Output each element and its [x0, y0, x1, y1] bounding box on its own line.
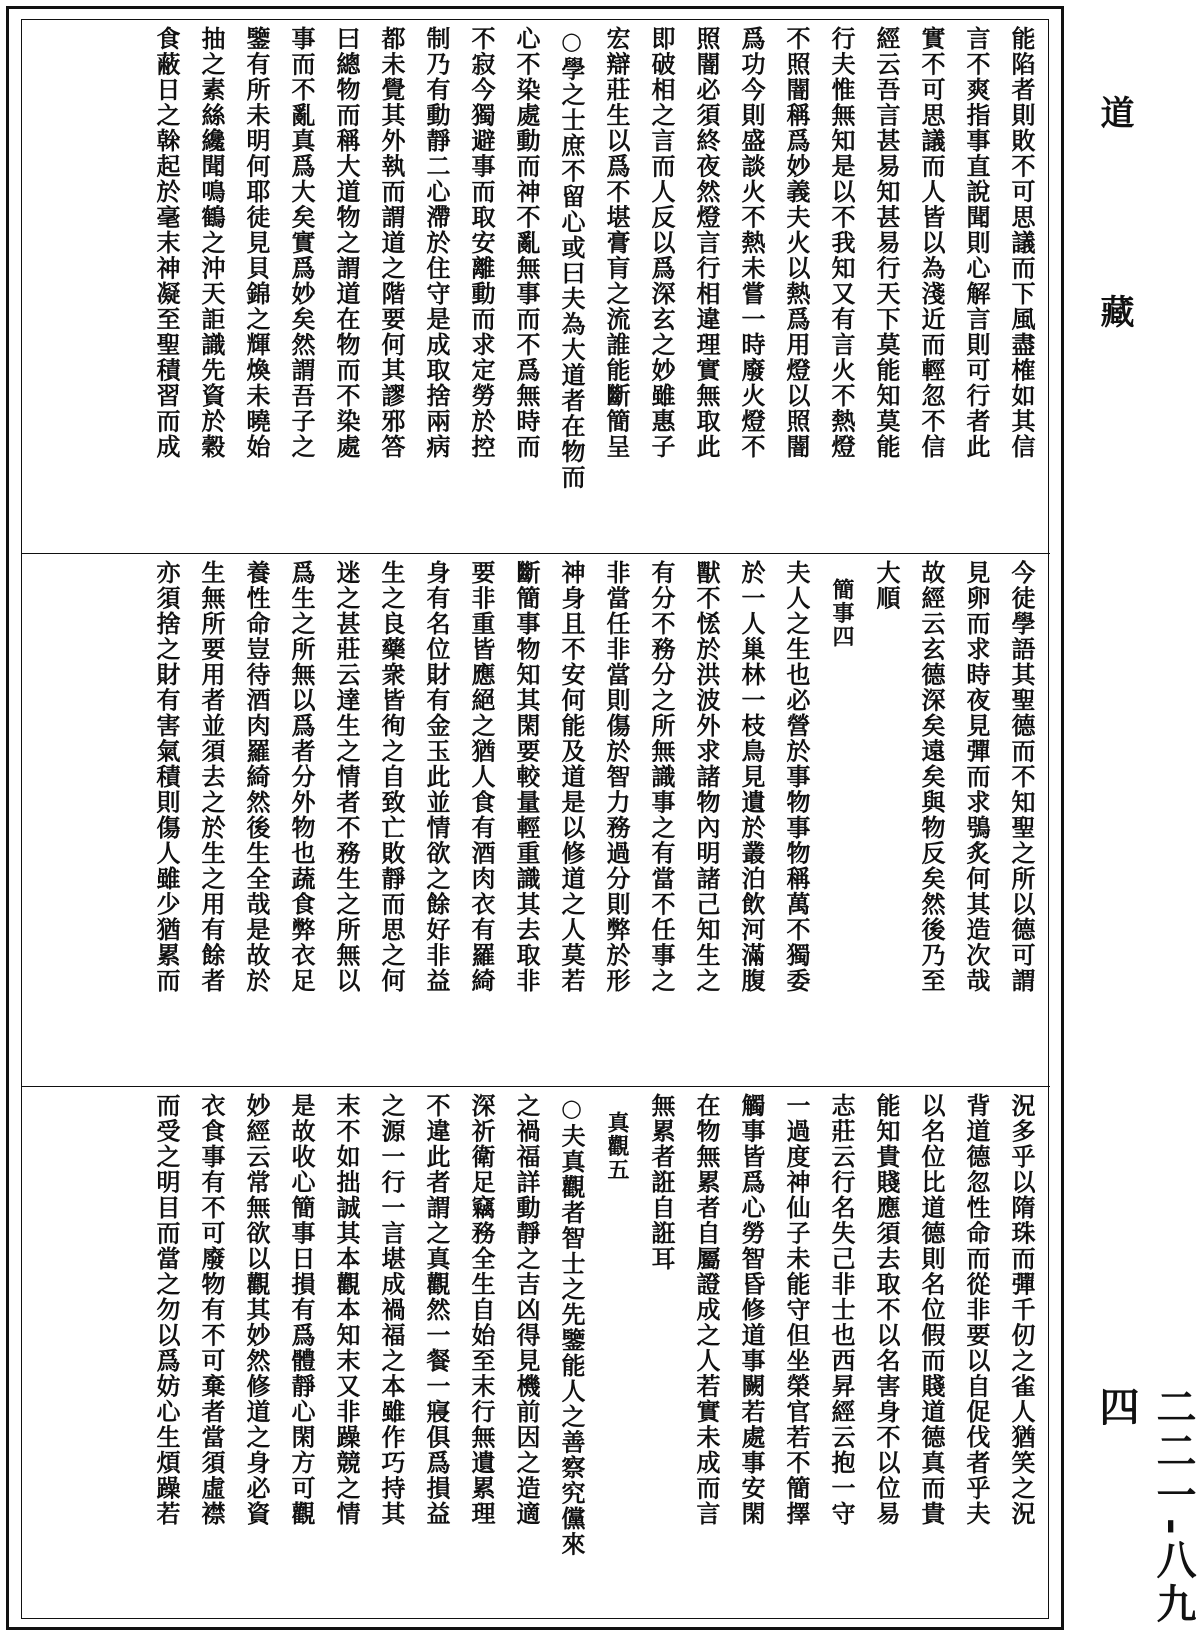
text-column: 亦須捨之財有害氣積則傷人雖少猶累而: [152, 560, 181, 994]
text-column: 是故收心簡事日損有爲體靜心閑方可觀: [287, 1093, 316, 1527]
text-column: 言不爽指事直說聞則心解言則可行者此: [962, 26, 991, 460]
column-group: [144, 1093, 1044, 1613]
text-column: 非當任非當則傷於智力務過分則弊於形: [602, 560, 631, 994]
right-margin: [1068, 0, 1197, 1636]
text-column: 都未覺其外執而謂道之階要何其謬邪答: [377, 26, 406, 460]
text-column: 以名位比道德則名位假而賤道德真而貴: [917, 1093, 946, 1527]
text-column: 制乃有動靜二心滯於住守是成取捨兩病: [422, 26, 451, 460]
text-column: 無累者誑自誑耳: [647, 1093, 676, 1272]
text-column: 大順: [872, 560, 901, 611]
text-column: 背道德忽性命而從非要以自促伐者乎夫: [962, 1093, 991, 1527]
text-column: 見卵而求時夜見彈而求鴞炙何其造次哉: [962, 560, 991, 994]
section-heading: 簡事四: [829, 578, 855, 649]
text-column: ○學之士庶不留心或曰夫為大道者在物而: [557, 26, 586, 490]
page-number: 二二一-八九四: [1093, 1386, 1197, 1627]
text-column: 宏辯莊生以爲不堪膏肓之流誰能斷簡呈: [602, 26, 631, 460]
text-column: 之禍福詳動靜之吉凶得見機前因之造適: [512, 1093, 541, 1527]
text-column: 身有名位財有金玉此並情欲之餘好非益: [422, 560, 451, 994]
text-column: 迷之甚莊云達生之情者不務生之所無以: [332, 560, 361, 994]
text-column: 今徒學語其聖德而不知聖之所以德可謂: [1007, 560, 1036, 994]
text-column: 獸不恡於洪波外求諸物內明諸己知生之: [692, 560, 721, 994]
text-column: 曰總物而稱大道物之謂道在物而不染處: [332, 26, 361, 460]
text-column: 有分不務分之所無識事之有當不任事之: [647, 560, 676, 994]
register-middle: [22, 553, 1050, 1087]
register-bottom: [22, 1086, 1050, 1620]
text-column: 深祈衛足竊務全生自始至末行無遺累理: [467, 1093, 496, 1527]
text-column: 爲生之所無以爲者分外物也蔬食弊衣足: [287, 560, 316, 994]
page-frame: [6, 6, 1064, 1630]
text-column: 故經云玄德深矣遠矣與物反矣然後乃至: [917, 560, 946, 994]
text-column: 在物無累者自屬證成之人若實未成而言: [692, 1093, 721, 1527]
text-column: 志莊云行名失己非士也西昇經云抱一守: [827, 1093, 856, 1527]
text-column: 照闇必須終夜然燈言行相違理實無取此: [692, 26, 721, 460]
text-column: 斷簡事物知其閑要較量輕重識其去取非: [512, 560, 541, 994]
text-column: 衣食事有不可廢物有不可棄者當須虛襟: [197, 1093, 226, 1527]
text-column: 要非重皆應絕之猶人食有酒肉衣有羅綺: [467, 560, 496, 994]
text-column: 爲功今則盛談火不熱未嘗一時廢火燈不: [737, 26, 766, 460]
text-column: 事而不亂真爲大矣實爲妙矣然謂吾子之: [287, 26, 316, 460]
text-column: 經云吾言甚易知甚易行天下莫能知莫能: [872, 26, 901, 460]
column-group: [144, 560, 1044, 1080]
text-column: 神身且不安何能及道是以修道之人莫若: [557, 560, 586, 994]
text-column: 末不如拙誠其本觀本知末又非躁競之情: [332, 1093, 361, 1527]
text-column: ○夫真觀者智士之先鑒能人之善察究儻來: [557, 1093, 586, 1557]
text-column: 能陷者則敗不可思議而下風盡榷如其信: [1007, 26, 1036, 460]
text-column: 況多乎以隋珠而彈千仞之雀人猶笑之況: [1007, 1093, 1036, 1527]
text-column: 不照闇稱爲妙義夫火以熱爲用燈以照闇: [782, 26, 811, 460]
text-column: 能知貴賤應須去取不以名害身不以位易: [872, 1093, 901, 1527]
text-column: 妙經云常無欲以觀其妙然修道之身必資: [242, 1093, 271, 1527]
text-column: 不寂今獨避事而取安離動而求定勞於控: [467, 26, 496, 460]
section-heading: 真觀五: [604, 1111, 630, 1182]
text-column: 食蔽日之榦起於毫末神凝至聖積習而成: [152, 26, 181, 460]
text-column: 夫人之生也必營於事物事物稱萬不獨委: [782, 560, 811, 994]
text-column: 養性命豈待酒肉羅綺然後生全哉是故於: [242, 560, 271, 994]
text-column: 即破相之言而人反以爲深玄之妙雖惠子: [647, 26, 676, 460]
text-column: 於一人巢林一枝鳥見遺於叢泊飲河滿腹: [737, 560, 766, 994]
text-column: 不違此者謂之真觀然一餐一寢俱爲損益: [422, 1093, 451, 1527]
text-column: 一過度神仙子未能守但坐榮官若不簡擇: [782, 1093, 811, 1527]
text-block: [21, 19, 1049, 1619]
text-column: 之源一行一言堪成禍福之本雖作巧持其: [377, 1093, 406, 1527]
text-column: 行夫惟無知是以不我知又有言火不熱燈: [827, 26, 856, 460]
text-column: 抽之素絲纔聞鳴鶴之沖天詎識先資於穀: [197, 26, 226, 460]
text-column: 生之良藥衆皆徇之自致亡敗靜而思之何: [377, 560, 406, 994]
text-column: 實不可思議而人皆以為淺近而輕忽不信: [917, 26, 946, 460]
register-top: [22, 20, 1050, 553]
text-column: 生無所要用者並須去之於生之用有餘者: [197, 560, 226, 994]
column-group: [144, 26, 1044, 546]
text-column: 觸事皆爲心勞智昏修道事闕若處事安閑: [737, 1093, 766, 1527]
text-column: 心不染處動而神不亂無事而不爲無時而: [512, 26, 541, 460]
text-column: 而受之明目而當之勿以爲妨心生煩躁若: [152, 1093, 181, 1527]
collection-title: 道藏: [1094, 95, 1134, 493]
text-column: 鑒有所未明何耶徒見貝錦之輝煥未曉始: [242, 26, 271, 460]
